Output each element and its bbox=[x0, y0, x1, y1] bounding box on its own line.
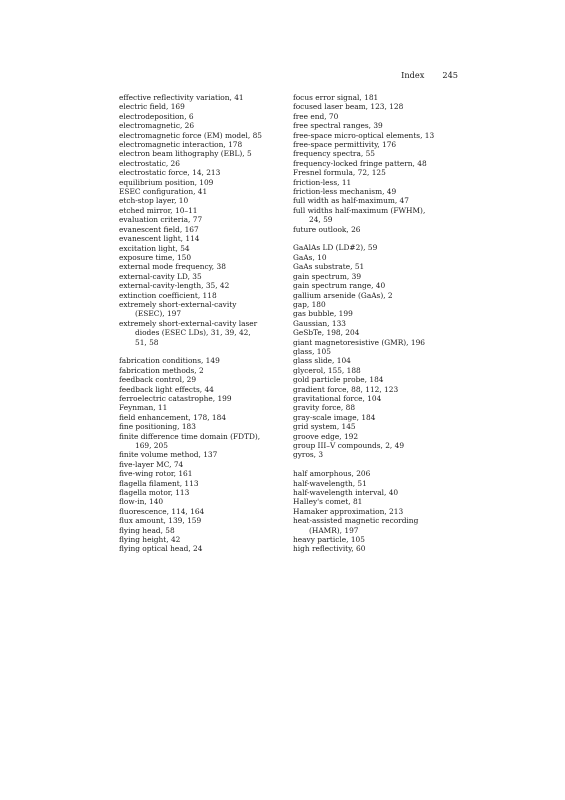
index-entry: evanescent field, 167 bbox=[119, 224, 199, 234]
running-head bbox=[401, 70, 458, 80]
index-entry: heat-assisted magnetic recording bbox=[293, 516, 419, 526]
index-entry: gyros, 3 bbox=[293, 450, 324, 460]
index-entry: evanescent light, 114 bbox=[119, 234, 200, 244]
index-entry: free-space micro-optical elements, 13 bbox=[293, 130, 435, 140]
index-entry: exposure time, 150 bbox=[119, 252, 192, 262]
index-entry: future outlook, 26 bbox=[293, 224, 361, 234]
index-entry: flying head, 58 bbox=[119, 525, 175, 535]
index-entry: external-cavity-length, 35, 42 bbox=[119, 281, 230, 291]
index-entry: external-cavity LD, 35 bbox=[119, 271, 202, 281]
index-entry: Gaussian, 133 bbox=[293, 318, 346, 328]
index-entry: frequency-locked fringe pattern, 48 bbox=[293, 158, 427, 168]
index-entry: glass slide, 104 bbox=[293, 356, 351, 366]
index-entry: full width as half-maximum, 47 bbox=[293, 196, 409, 206]
index-entry: finite difference time domain (FDTD), bbox=[119, 431, 261, 441]
index-entry: gray-scale image, 184 bbox=[293, 412, 376, 422]
index-entry: focus error signal, 181 bbox=[293, 93, 379, 102]
index-entry: flagella motor, 113 bbox=[119, 488, 190, 498]
index-entry: electrostatic, 26 bbox=[119, 158, 180, 168]
index-entry: free spectral ranges, 39 bbox=[293, 121, 383, 131]
index-entry: half-wavelength, 51 bbox=[293, 478, 367, 488]
index-entry-continuation: (HAMR), 197 bbox=[309, 525, 359, 535]
index-entry: high reflectivity, 60 bbox=[293, 544, 366, 554]
index-entry: full widths half-maximum (FWHM), bbox=[293, 205, 426, 215]
index-entry: gain spectrum range, 40 bbox=[293, 281, 386, 291]
index-entry: electron beam lithography (EBL), 5 bbox=[119, 149, 252, 159]
index-entry: gradient force, 88, 112, 123 bbox=[293, 384, 399, 394]
index-entry: extremely short-external-cavity bbox=[119, 299, 237, 309]
index-entry: flux amount, 139, 159 bbox=[119, 516, 202, 526]
page-number: 245 bbox=[442, 70, 458, 80]
index-entry: effective reflectivity variation, 41 bbox=[119, 93, 244, 102]
index-entry: gas bubble, 199 bbox=[293, 309, 353, 319]
index-entry: electromagnetic, 26 bbox=[119, 121, 195, 131]
index-entry: feedback light effects, 44 bbox=[119, 384, 214, 394]
index-entry: flying optical head, 24 bbox=[119, 544, 203, 554]
index-entry-continuation: (ESEC), 197 bbox=[135, 309, 182, 319]
index-entry: half-wavelength interval, 40 bbox=[293, 488, 399, 498]
index-entry: Fresnel formula, 72, 125 bbox=[293, 168, 386, 178]
index-entry: field enhancement, 178, 184 bbox=[119, 412, 227, 422]
index-entry: fabrication methods, 2 bbox=[119, 365, 204, 375]
index-entry: electric field, 169 bbox=[119, 102, 185, 112]
index-entry: Feynman, 11 bbox=[119, 403, 168, 413]
index-entry: glycerol, 155, 188 bbox=[293, 365, 361, 375]
index-entry: GaAs, 10 bbox=[293, 252, 327, 262]
index-entry: flying height, 42 bbox=[119, 535, 181, 545]
index-entry: Hamaker approximation, 213 bbox=[293, 506, 404, 516]
index-entry-continuation: diodes (ESEC LDs), 31, 39, 42, bbox=[135, 328, 251, 338]
index-entry: electrodeposition, 6 bbox=[119, 111, 194, 121]
index-entry: gravity force, 88 bbox=[293, 403, 356, 413]
index-entry: gallium arsenide (GaAs), 2 bbox=[293, 290, 393, 300]
index-entry: finite volume method, 137 bbox=[119, 450, 218, 460]
index-entry: ESEC configuration, 41 bbox=[119, 187, 208, 197]
index-entry: flow-in, 140 bbox=[119, 497, 164, 507]
index-entry: gain spectrum, 39 bbox=[293, 271, 362, 281]
index-entry: five-wing rotor, 161 bbox=[119, 469, 193, 479]
index-entry: ferroelectric catastrophe, 199 bbox=[119, 393, 232, 403]
index-entry: fine positioning, 183 bbox=[119, 422, 196, 432]
index-entry: excitation light, 54 bbox=[119, 243, 190, 253]
index-entry: gravitational force, 104 bbox=[293, 393, 382, 403]
running-head-title: Index bbox=[401, 70, 425, 80]
index-entry: equilibrium position, 109 bbox=[119, 177, 214, 187]
index-entry: Halley's comet, 81 bbox=[293, 497, 363, 507]
index-entry-continuation: 51, 58 bbox=[135, 337, 159, 347]
index-entry: half amorphous, 206 bbox=[293, 469, 371, 479]
index-entry: etch-stop layer, 10 bbox=[119, 196, 189, 206]
index-entry: flagella filament, 113 bbox=[119, 478, 199, 488]
index-entry: friction-less, 11 bbox=[293, 177, 352, 187]
index-entry: grid system, 145 bbox=[293, 422, 356, 432]
letter-group-separator bbox=[119, 347, 284, 356]
index-entry: friction-less mechanism, 49 bbox=[293, 187, 397, 197]
index-entry: gap, 180 bbox=[293, 299, 326, 309]
index-entry: etched mirror, 10–11 bbox=[119, 205, 198, 215]
index-entry: electromagnetic force (EM) model, 85 bbox=[119, 130, 262, 140]
index-entry: group III–V compounds, 2, 49 bbox=[293, 441, 405, 451]
letter-group-separator bbox=[293, 460, 458, 469]
index-entry: gold particle probe, 184 bbox=[293, 375, 384, 385]
index-entry: electromagnetic interaction, 178 bbox=[119, 140, 243, 150]
index-entry-continuation: 24, 59 bbox=[309, 215, 333, 225]
index-entry: frequency spectra, 55 bbox=[293, 149, 375, 159]
index-entry-continuation: 169, 205 bbox=[135, 441, 168, 451]
index-entry: groove edge, 192 bbox=[293, 431, 359, 441]
index-entry: giant magnetoresistive (GMR), 196 bbox=[293, 337, 425, 347]
index-entry: GaAs substrate, 51 bbox=[293, 262, 365, 272]
index-entry: free-space permittivity, 176 bbox=[293, 140, 397, 150]
index-entry: five-layer MC, 74 bbox=[119, 459, 184, 469]
index-entry: fabrication conditions, 149 bbox=[119, 356, 220, 366]
index-entry: evaluation criteria, 77 bbox=[119, 215, 203, 225]
index-entry: fluorescence, 114, 164 bbox=[119, 506, 205, 516]
index-column-right bbox=[293, 93, 458, 554]
index-entry: feedback control, 29 bbox=[119, 375, 197, 385]
index-entry: external mode frequency, 38 bbox=[119, 262, 226, 272]
index-entry: electrostatic force, 14, 213 bbox=[119, 168, 221, 178]
letter-group-separator bbox=[293, 234, 458, 243]
index-entry: GaAlAs LD (LD#2), 59 bbox=[293, 243, 378, 253]
index-entry: free end, 70 bbox=[293, 111, 339, 121]
index-entry: glass, 105 bbox=[293, 346, 331, 356]
index-entry: extremely short-external-cavity laser bbox=[119, 318, 258, 328]
index-entry: heavy particle, 105 bbox=[293, 535, 365, 545]
index-entry: focused laser beam, 123, 128 bbox=[293, 102, 404, 112]
index-column-left bbox=[119, 93, 284, 554]
index-entry: GeSbTe, 198, 204 bbox=[293, 328, 360, 338]
index-entry: extinction coefficient, 118 bbox=[119, 290, 217, 300]
